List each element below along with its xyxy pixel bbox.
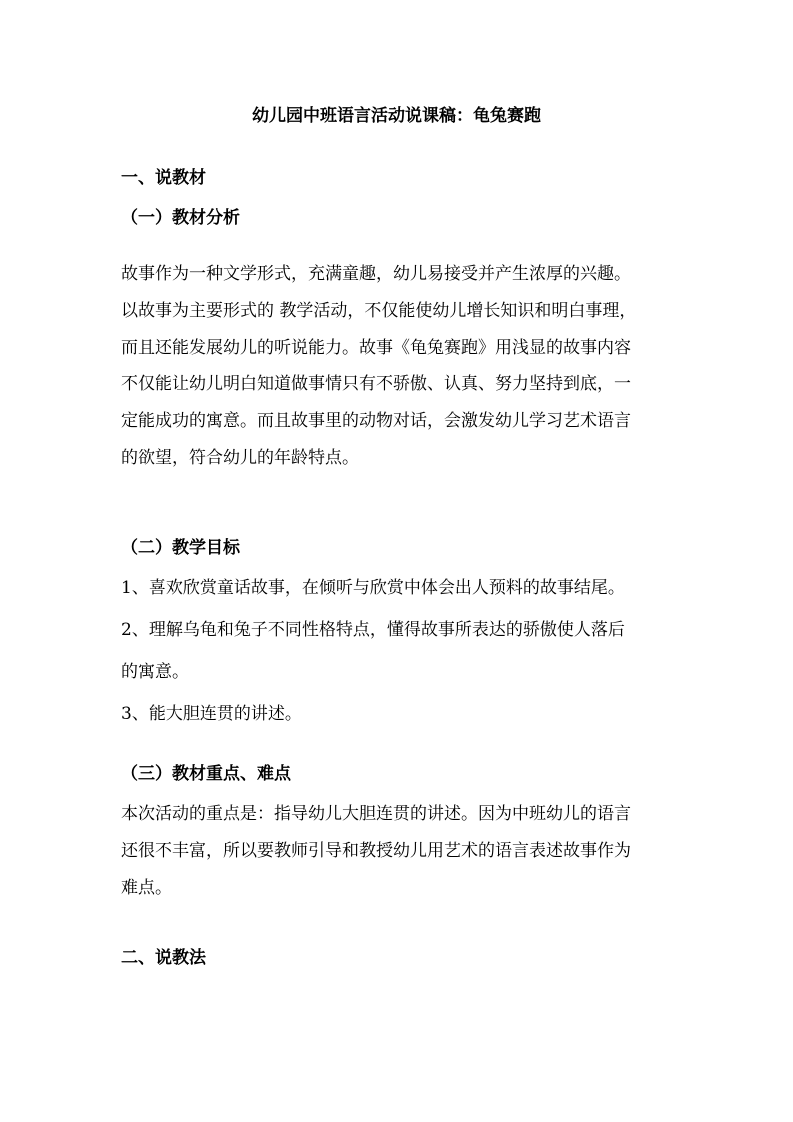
goal-item: 1、喜欢欣赏童话故事，在倾听与欣赏中体会出人预料的故事结尾。 [121, 578, 625, 598]
section-heading-teaching-methods: 二、说教法 [121, 948, 206, 968]
key-points-paragraph [121, 796, 677, 906]
paragraph-line: 的欲望，符合幼儿的年龄特点。 [121, 447, 359, 468]
subsection-heading-key-difficult-points: （三）教材重点、难点 [121, 764, 291, 784]
goal-item: 3、能大胆连贯的讲述。 [121, 704, 302, 724]
subsection-heading-material-analysis: （一）教材分析 [121, 208, 240, 228]
paragraph-line: 难点。 [121, 877, 172, 898]
paragraph-line: 故事作为一种文学形式，充满童趣，幼儿易接受并产生浓厚的兴趣。 [121, 264, 631, 284]
document-title: 幼儿园中班语言活动说课稿：龟兔赛跑 [252, 106, 541, 126]
goal-item: 2、理解乌龟和兔子不同性格特点，懂得故事所表达的骄傲使人落后 [121, 620, 625, 640]
subsection-heading-teaching-goals: （二）教学目标 [121, 538, 240, 558]
paragraph-line: 不仅能让幼儿明白知道做事情只有不骄傲、认真、努力坚持到底，一 [121, 374, 631, 395]
paragraph-line: 定能成功的寓意。而且故事里的动物对话，会激发幼儿学习艺术语言 [121, 411, 631, 432]
goal-item-continuation: 的寓意。 [121, 662, 189, 682]
paragraph-line: 还很不丰富，所以要教师引导和教授幼儿用艺术的语言表述故事作为 [121, 840, 631, 861]
paragraph-line: 而且还能发展幼儿的听说能力。故事《龟兔赛跑》用浅显的故事内容 [121, 337, 631, 358]
material-analysis-paragraph [121, 256, 677, 477]
paragraph-line: 本次活动的重点是：指导幼儿大胆连贯的讲述。因为中班幼儿的语言 [121, 804, 631, 824]
section-heading-teaching-material: 一、说教材 [121, 168, 206, 188]
paragraph-line: 以故事为主要形式的 教学活动，不仅能使幼儿增长知识和明白事理， [121, 300, 637, 321]
